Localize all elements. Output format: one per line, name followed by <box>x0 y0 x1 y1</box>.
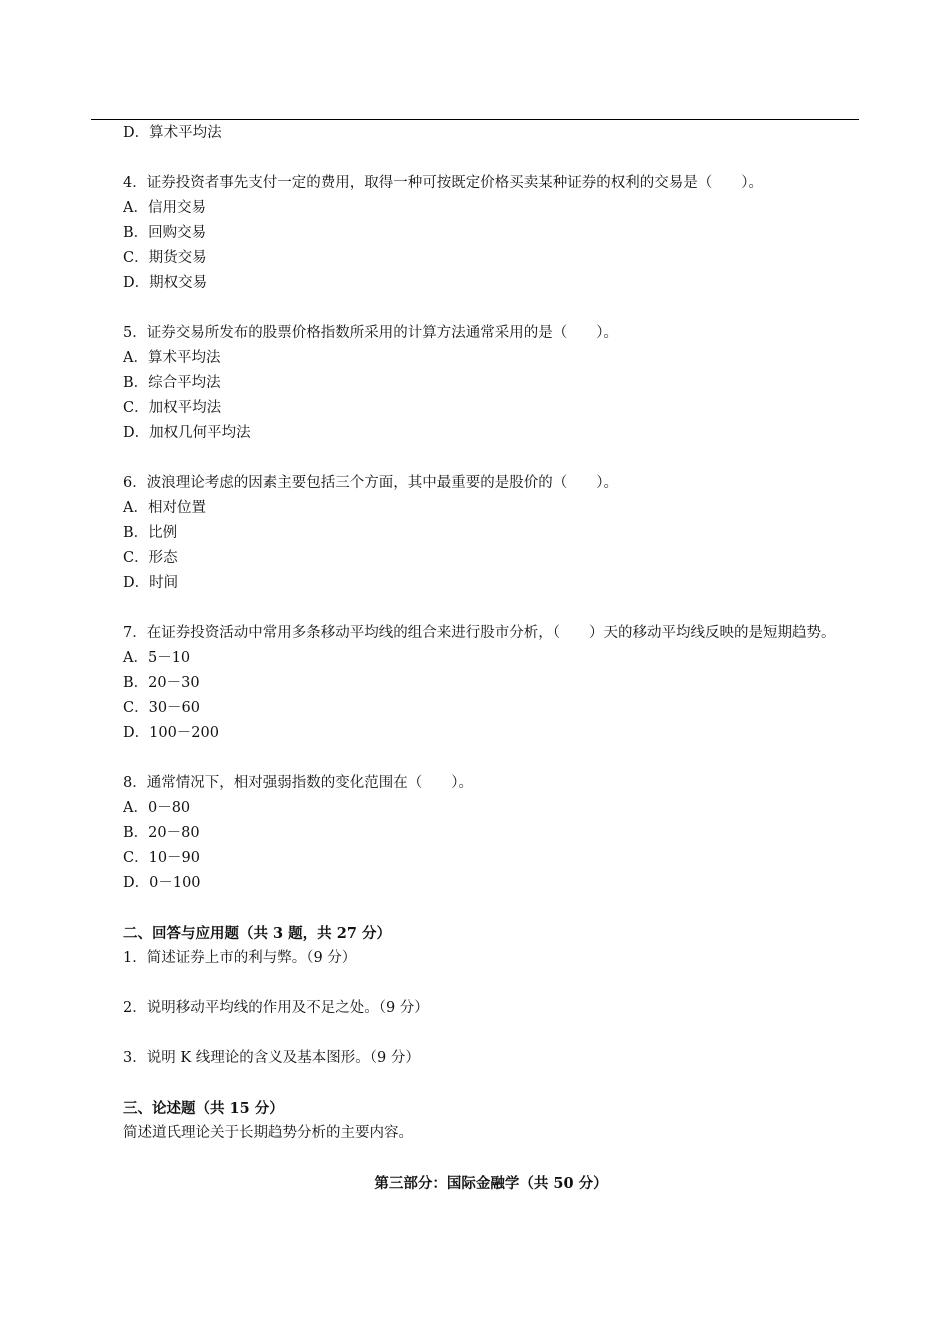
short-answer-item: 3．说明 K 线理论的含义及基本图形。（9 分） <box>123 1050 420 1066</box>
option-item: C．期货交易 <box>123 250 207 266</box>
option-item: B．20－80 <box>123 825 200 841</box>
option-item: C．30－60 <box>123 700 200 716</box>
option-item: C．形态 <box>123 550 178 566</box>
document-body <box>91 121 859 1196</box>
short-answer-item: 2．说明移动平均线的作用及不足之处。（9 分） <box>123 1000 429 1016</box>
header-rule <box>91 119 859 120</box>
option-item: C．10－90 <box>123 850 200 866</box>
section-heading: 二、回答与应用题（共 3 题，共 27 分） <box>123 925 391 942</box>
section-3 <box>91 1096 859 1146</box>
question-5 <box>91 321 859 446</box>
option-item: C．加权平均法 <box>123 400 222 416</box>
short-answer-item: 1．简述证券上市的利与弊。（9 分） <box>123 950 357 966</box>
section-2 <box>91 921 859 1071</box>
option-item: D．时间 <box>123 575 179 591</box>
essay-question: 简述道氏理论关于长期趋势分析的主要内容。 <box>123 1125 413 1141</box>
question-6 <box>91 471 859 596</box>
option-item: D．100－200 <box>123 725 219 741</box>
question-stem: 7．在证券投资活动中常用多条移动平均线的组合来进行股市分析，（ ）天的移动平均线反映的是短期趋势。 <box>123 625 836 641</box>
option-item: A．算术平均法 <box>123 350 221 366</box>
question-stem: 4．证券投资者事先支付一定的费用，取得一种可按既定价格买卖某种证券的权利的交易是（ ）。 <box>123 175 763 191</box>
option-item: D．期权交易 <box>123 275 208 291</box>
option-item: D．算术平均法 <box>123 125 222 141</box>
option-item: A．相对位置 <box>123 500 206 516</box>
question-stem: 6．波浪理论考虑的因素主要包括三个方面，其中最重要的是股价的（ ）。 <box>123 475 618 491</box>
question-8 <box>91 771 859 896</box>
question-stem: 5．证券交易所发布的股票价格指数所采用的计算方法通常采用的是（ ）。 <box>123 325 618 341</box>
option-item: A．信用交易 <box>123 200 206 216</box>
option-item: B．综合平均法 <box>123 375 221 391</box>
option-item: B．比例 <box>123 525 178 541</box>
option-item: D．0－100 <box>123 875 201 891</box>
question-4 <box>91 171 859 296</box>
section-heading: 三、论述题（共 15 分） <box>123 1100 284 1117</box>
option-item: A．5－10 <box>123 650 191 666</box>
option-item: B．20－30 <box>123 675 200 691</box>
question-7 <box>91 621 859 746</box>
option-item: B．回购交易 <box>123 225 207 241</box>
option-item: A．0－80 <box>123 800 191 816</box>
question-stem: 8．通常情况下，相对强弱指数的变化范围在（ ）。 <box>123 775 473 791</box>
option-item: D．加权几何平均法 <box>123 425 251 441</box>
part-title: 第三部分：国际金融学（共 50 分） <box>374 1175 608 1192</box>
